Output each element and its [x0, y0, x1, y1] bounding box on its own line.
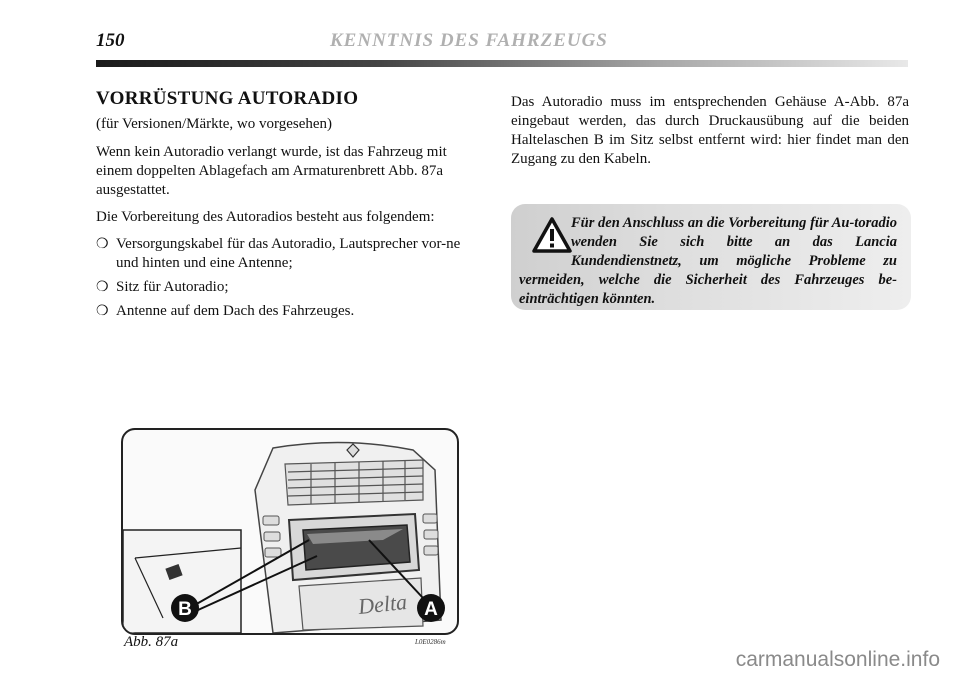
preparation-intro: Die Vorbereitung des Autoradios besteht aus folgendem: — [96, 209, 435, 225]
warning-box — [511, 204, 911, 310]
section-heading: VORRÜSTUNG AUTORADIO — [96, 88, 359, 109]
section-subtitle: (für Versionen/Märkte, wo vorgesehen) — [96, 116, 333, 132]
header-rule — [96, 60, 908, 67]
right-column — [511, 93, 909, 177]
list-item-text: Antenne auf dem Dach des Fahrzeuges. — [116, 303, 355, 319]
list-item — [96, 302, 484, 321]
figure-dashboard-illustration — [121, 428, 459, 635]
install-paragraph: Das Autoradio muss im entsprechenden Gehäuse A-Abb. 87a eingebaut werden, das durch Druckausübung auf die beiden Haltelaschen B im Sitz selbst entfernt wird: hier findet man den Zugang zu den Kabeln. — [511, 94, 909, 167]
intro-paragraph: Wenn kein Autoradio verlangt wurde, ist das Fahrzeug mit einem doppelten Ablagefach am Armaturenbrett Abb. 87a ausgestattet. — [96, 144, 447, 198]
callout-b-label: B — [178, 599, 192, 620]
page-number: 150 — [96, 30, 125, 51]
figure-caption: Abb. 87a — [124, 634, 179, 650]
figure-code: L0E0286m — [415, 638, 446, 646]
bullet-circle-icon: ❍ — [96, 304, 109, 319]
delta-script-text: Delta — [356, 588, 409, 619]
list-item — [96, 278, 484, 297]
watermark: carmanualsonline.info — [735, 648, 940, 671]
bullet-circle-icon: ❍ — [96, 237, 109, 252]
warning-text: Für den Anschluss an die Vorbereitung für Au-toradio wenden Sie sich bitte an das Lancia Kundendienstnetz, um mögliche Probleme zu vermeiden, welche die Sicherheit des Fahrzeuges be-einträchtigen könnten. — [519, 215, 897, 307]
bullet-circle-icon: ❍ — [96, 280, 109, 295]
left-column — [96, 88, 484, 326]
list-item — [96, 235, 484, 273]
preparation-list — [96, 235, 484, 321]
chapter-title: KENNTNIS DES FAHRZEUGS — [330, 30, 608, 51]
warning-text-block — [519, 214, 897, 309]
list-item-text: Versorgungskabel für das Autoradio, Lautsprecher vor-ne und hinten und eine Antenne; — [116, 236, 461, 271]
list-item-text: Sitz für Autoradio; — [116, 279, 229, 295]
callout-a-label: A — [424, 599, 438, 620]
dashboard-drawing — [123, 430, 457, 633]
